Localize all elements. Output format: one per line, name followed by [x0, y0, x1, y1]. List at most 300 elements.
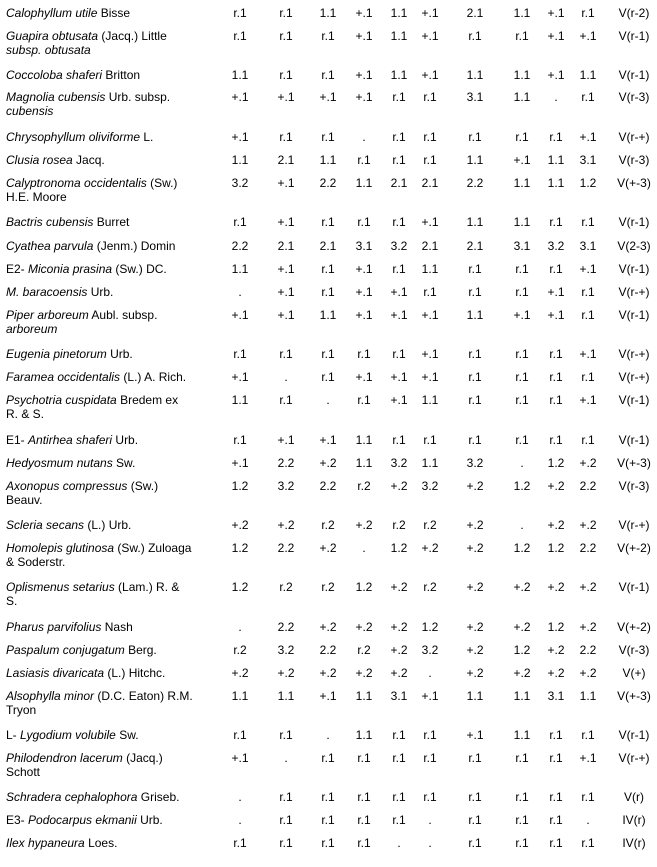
cover-cell: .	[362, 130, 366, 144]
cover-cell: 3.1	[547, 689, 565, 703]
cover-cell: r.1	[279, 29, 293, 43]
species-name	[6, 308, 211, 336]
cover-cell: +.2	[579, 666, 597, 680]
cover-cell: r.1	[549, 370, 563, 384]
cover-cell: r.1	[392, 433, 406, 447]
cover-cell: 1.1	[466, 68, 484, 82]
species-author: Urb. subsp.	[105, 90, 171, 104]
species-name	[6, 689, 211, 717]
cover-cell: 1.2	[513, 643, 531, 657]
cover-cell: .	[238, 813, 242, 827]
stratum-prefix: L-	[6, 728, 21, 742]
species-binomial: Scleria secans	[6, 518, 85, 532]
cover-cell: 1.2	[513, 479, 531, 493]
cover-cell: +.1	[579, 29, 597, 43]
cover-cell: 2.1	[466, 239, 484, 253]
cover-cell: 2.1	[466, 6, 484, 20]
cover-cell: 1.1	[513, 68, 531, 82]
cover-cell: 1.1	[513, 176, 531, 190]
cover-cell: 1.1	[231, 68, 249, 82]
cover-cell: r.1	[392, 813, 406, 827]
cover-cell: +.1	[421, 347, 439, 361]
species-name	[6, 666, 211, 680]
constancy-cell: V(r-3)	[618, 479, 650, 493]
cover-cell: .	[397, 836, 401, 850]
cover-cell: r.1	[581, 836, 595, 850]
species-author-cont: Tryon	[6, 703, 37, 717]
cover-cell: +.1	[390, 308, 408, 322]
constancy-cell: V(r-+)	[618, 285, 650, 299]
species-binomial: Oplismenus setarius	[6, 580, 115, 594]
species-binomial: Hedyosmum nutans	[6, 456, 113, 470]
cover-cell: +.1	[421, 215, 439, 229]
species-binomial: Miconia prasina	[28, 262, 113, 276]
constancy-cell: V(r-+)	[618, 347, 650, 361]
cover-cell: 2.1	[277, 239, 295, 253]
cover-cell: r.1	[549, 728, 563, 742]
species-binomial: Coccoloba shaferi	[6, 68, 103, 82]
cover-cell: +.1	[319, 433, 337, 447]
species-name	[6, 790, 211, 804]
cover-cell: r.1	[515, 285, 529, 299]
cover-cell: +.1	[390, 285, 408, 299]
species-binomial: M. baracoensis	[6, 285, 88, 299]
cover-cell: 1.1	[421, 393, 439, 407]
cover-cell: 1.1	[231, 393, 249, 407]
cover-cell: r.1	[279, 728, 293, 742]
cover-cell: r.1	[581, 433, 595, 447]
cover-cell: +.2	[466, 580, 484, 594]
cover-cell: .	[520, 518, 524, 532]
species-name	[6, 29, 211, 57]
cover-cell: 1.1	[579, 68, 597, 82]
species-name	[6, 90, 211, 118]
species-author: Urb.	[136, 813, 163, 827]
cover-cell: r.1	[468, 347, 482, 361]
species-name	[6, 518, 211, 532]
species-binomial-cont: arboreum	[6, 322, 58, 336]
constancy-cell: V(r-1)	[618, 262, 650, 276]
species-name	[6, 176, 211, 204]
cover-cell: 1.1	[466, 153, 484, 167]
cover-cell: r.1	[233, 29, 247, 43]
cover-cell: +.2	[579, 620, 597, 634]
cover-cell: +.1	[231, 370, 249, 384]
species-name	[6, 347, 211, 361]
cover-cell: +.2	[547, 666, 565, 680]
cover-cell: r.1	[423, 790, 437, 804]
cover-cell: 2.1	[421, 239, 439, 253]
cover-cell: r.1	[549, 751, 563, 765]
cover-cell: +.1	[547, 285, 565, 299]
cover-cell: 1.2	[390, 541, 408, 555]
species-author-cont: H.E. Moore	[6, 190, 67, 204]
cover-cell: r.1	[468, 751, 482, 765]
cover-cell: 2.2	[579, 643, 597, 657]
cover-cell: r.1	[233, 433, 247, 447]
species-name	[6, 433, 211, 447]
cover-cell: r.1	[468, 790, 482, 804]
cover-cell: r.1	[279, 813, 293, 827]
species-binomial: Eugenia pinetorum	[6, 347, 107, 361]
cover-cell: +.1	[231, 308, 249, 322]
cover-cell: r.1	[468, 285, 482, 299]
cover-cell: r.1	[423, 153, 437, 167]
cover-cell: r.1	[549, 393, 563, 407]
cover-cell: .	[554, 90, 558, 104]
cover-cell: 1.1	[390, 29, 408, 43]
species-author: Urb.	[112, 433, 139, 447]
cover-cell: +.1	[421, 68, 439, 82]
cover-cell: +.1	[355, 262, 373, 276]
cover-cell: 1.1	[513, 6, 531, 20]
species-binomial: Podocarpus ekmanii	[28, 813, 137, 827]
cover-cell: +.1	[390, 393, 408, 407]
cover-cell: +.1	[421, 689, 439, 703]
constancy-cell: V(r-1)	[618, 29, 650, 43]
species-author-cont: Beauv.	[6, 493, 43, 507]
cover-cell: r.1	[423, 728, 437, 742]
species-name	[6, 728, 211, 742]
cover-cell: r.1	[581, 790, 595, 804]
cover-cell: r.1	[279, 393, 293, 407]
cover-cell: 3.1	[579, 153, 597, 167]
cover-cell: .	[520, 456, 524, 470]
species-author: Griseb.	[137, 790, 180, 804]
cover-cell: 2.1	[421, 176, 439, 190]
cover-cell: +.1	[277, 176, 295, 190]
cover-cell: r.1	[549, 790, 563, 804]
cover-cell: +.1	[421, 6, 439, 20]
cover-cell: r.1	[423, 433, 437, 447]
cover-cell: r.1	[392, 790, 406, 804]
species-name	[6, 393, 211, 421]
cover-cell: 1.1	[355, 728, 373, 742]
cover-cell: .	[586, 813, 590, 827]
cover-cell: 1.1	[466, 308, 484, 322]
cover-cell: 2.2	[579, 541, 597, 555]
cover-cell: r.1	[581, 728, 595, 742]
cover-cell: 1.1	[390, 6, 408, 20]
cover-cell: 1.2	[513, 541, 531, 555]
cover-cell: +.1	[231, 90, 249, 104]
cover-cell: 1.1	[579, 689, 597, 703]
cover-cell: r.1	[392, 347, 406, 361]
cover-cell: +.2	[466, 643, 484, 657]
species-name	[6, 239, 211, 253]
cover-cell: 1.1	[421, 262, 439, 276]
cover-cell: 1.1	[513, 728, 531, 742]
cover-cell: r.1	[321, 836, 335, 850]
species-name	[6, 836, 211, 850]
cover-cell: +.2	[355, 620, 373, 634]
species-author: (Sw.) Zuloaga	[114, 541, 192, 555]
species-binomial: Philodendron lacerum	[6, 751, 123, 765]
cover-cell: r.1	[279, 6, 293, 20]
species-name	[6, 580, 211, 608]
cover-cell: 1.1	[319, 308, 337, 322]
species-author: (L.) Urb.	[84, 518, 132, 532]
cover-cell: 1.2	[547, 620, 565, 634]
cover-cell: 1.1	[390, 68, 408, 82]
constancy-cell: IV(r)	[622, 813, 646, 827]
cover-cell: r.2	[423, 580, 437, 594]
species-binomial: Calophyllum utile	[6, 6, 98, 20]
cover-cell: +.2	[390, 620, 408, 634]
cover-cell: r.1	[392, 153, 406, 167]
species-binomial: Pharus parvifolius	[6, 620, 102, 634]
species-binomial: Alsophylla minor	[6, 689, 95, 703]
cover-cell: .	[326, 728, 330, 742]
cover-cell: +.1	[355, 68, 373, 82]
cover-cell: r.1	[392, 130, 406, 144]
cover-cell: r.1	[392, 215, 406, 229]
cover-cell: r.1	[233, 836, 247, 850]
cover-cell: 1.1	[513, 689, 531, 703]
cover-cell: r.1	[357, 347, 371, 361]
cover-cell: r.1	[321, 68, 335, 82]
cover-cell: .	[326, 393, 330, 407]
species-author: (Jacq.)	[122, 751, 163, 765]
cover-cell: r.2	[392, 518, 406, 532]
species-author: (D.C. Eaton) R.M.	[94, 689, 193, 703]
cover-cell: +.1	[319, 689, 337, 703]
cover-cell: r.1	[279, 836, 293, 850]
cover-cell: 1.2	[547, 456, 565, 470]
cover-cell: +.1	[421, 370, 439, 384]
cover-cell: 3.1	[513, 239, 531, 253]
cover-cell: 3.2	[421, 643, 439, 657]
cover-cell: +.2	[355, 518, 373, 532]
cover-cell: +.1	[277, 90, 295, 104]
cover-cell: r.1	[515, 130, 529, 144]
species-author: Bredem ex	[116, 393, 179, 407]
cover-cell: r.1	[321, 285, 335, 299]
cover-cell: r.1	[321, 262, 335, 276]
cover-cell: +.2	[579, 456, 597, 470]
cover-cell: 1.1	[355, 433, 373, 447]
species-binomial: Paspalum conjugatum	[6, 643, 125, 657]
species-author: L.	[140, 130, 154, 144]
cover-cell: 3.2	[421, 479, 439, 493]
species-author: (Jenm.) Domin	[93, 239, 176, 253]
cover-cell: r.1	[515, 790, 529, 804]
cover-cell: r.1	[549, 433, 563, 447]
cover-cell: 1.1	[421, 456, 439, 470]
cover-cell: 3.2	[277, 479, 295, 493]
cover-cell: r.1	[515, 433, 529, 447]
species-author: (Jacq.) Little	[98, 29, 167, 43]
cover-cell: 1.1	[319, 6, 337, 20]
species-binomial: Axonopus compressus	[6, 479, 128, 493]
cover-cell: +.1	[547, 6, 565, 20]
cover-cell: r.1	[357, 393, 371, 407]
cover-cell: +.2	[319, 620, 337, 634]
cover-cell: +.2	[277, 518, 295, 532]
cover-cell: r.1	[357, 153, 371, 167]
cover-cell: r.1	[515, 393, 529, 407]
constancy-cell: V(r-+)	[618, 370, 650, 384]
cover-cell: +.1	[513, 153, 531, 167]
cover-cell: .	[428, 666, 432, 680]
cover-cell: .	[284, 751, 288, 765]
species-binomial-cont: cubensis	[6, 104, 54, 118]
constancy-cell: V(r-1)	[618, 215, 650, 229]
cover-cell: 1.2	[421, 620, 439, 634]
cover-cell: r.1	[581, 6, 595, 20]
cover-cell: 1.1	[231, 689, 249, 703]
cover-cell: r.1	[515, 813, 529, 827]
cover-cell: +.1	[513, 308, 531, 322]
cover-cell: r.1	[581, 90, 595, 104]
cover-cell: +.2	[466, 518, 484, 532]
cover-cell: .	[238, 790, 242, 804]
cover-cell: r.1	[357, 813, 371, 827]
cover-cell: +.2	[319, 541, 337, 555]
cover-cell: r.1	[581, 308, 595, 322]
cover-cell: 3.2	[277, 643, 295, 657]
cover-cell: r.1	[279, 347, 293, 361]
cover-cell: 2.2	[319, 176, 337, 190]
constancy-cell: V(r-3)	[618, 90, 650, 104]
species-author: Aubl. subsp.	[88, 308, 158, 322]
cover-cell: .	[428, 813, 432, 827]
cover-cell: +.2	[421, 541, 439, 555]
cover-cell: r.1	[468, 130, 482, 144]
cover-cell: +.2	[277, 666, 295, 680]
cover-cell: +.1	[277, 308, 295, 322]
cover-cell: r.1	[357, 751, 371, 765]
cover-cell: +.2	[319, 456, 337, 470]
species-author: Nash	[101, 620, 133, 634]
cover-cell: +.1	[579, 130, 597, 144]
cover-cell: r.1	[423, 751, 437, 765]
species-author: Urb.	[87, 285, 114, 299]
constancy-cell: IV(r)	[622, 836, 646, 850]
species-author-cont: R. & S.	[6, 407, 45, 421]
cover-cell: r.1	[468, 836, 482, 850]
cover-cell: r.1	[468, 262, 482, 276]
cover-cell: 1.2	[547, 541, 565, 555]
species-name	[6, 262, 211, 276]
cover-cell: +.1	[355, 285, 373, 299]
cover-cell: +.1	[355, 90, 373, 104]
species-author: Burret	[93, 215, 130, 229]
cover-cell: r.2	[423, 518, 437, 532]
species-binomial: Clusia rosea	[6, 153, 73, 167]
cover-cell: r.1	[581, 215, 595, 229]
constancy-cell: V(r-1)	[618, 308, 650, 322]
species-binomial-cont: subsp. obtusata	[6, 43, 91, 57]
cover-cell: +.1	[579, 751, 597, 765]
cover-cell: +.1	[355, 29, 373, 43]
species-author: Bisse	[97, 6, 131, 20]
cover-cell: r.1	[423, 130, 437, 144]
cover-cell: 2.2	[277, 456, 295, 470]
cover-cell: +.2	[579, 580, 597, 594]
species-author: Britton	[102, 68, 141, 82]
cover-cell: 2.2	[579, 479, 597, 493]
species-name	[6, 153, 211, 167]
species-binomial: Cyathea parvula	[6, 239, 94, 253]
constancy-cell: V(r-+)	[618, 130, 650, 144]
species-binomial: Guapira obtusata	[6, 29, 99, 43]
constancy-cell: V(r-+)	[618, 751, 650, 765]
cover-cell: r.1	[549, 130, 563, 144]
cover-cell: +.2	[513, 580, 531, 594]
cover-cell: +.1	[319, 90, 337, 104]
species-binomial: Faramea occidentalis	[6, 370, 121, 384]
cover-cell: +.1	[421, 29, 439, 43]
species-binomial: Bactris cubensis	[6, 215, 94, 229]
species-author: (Sw.) DC.	[112, 262, 167, 276]
cover-cell: r.2	[357, 643, 371, 657]
constancy-cell: V(+-2)	[617, 541, 651, 555]
cover-cell: 2.2	[466, 176, 484, 190]
cover-cell: 1.1	[466, 689, 484, 703]
cover-cell: 2.2	[231, 239, 249, 253]
species-binomial: Chrysophyllum oliviforme	[6, 130, 141, 144]
cover-cell: 3.1	[390, 689, 408, 703]
cover-cell: r.2	[233, 643, 247, 657]
cover-cell: 1.2	[231, 479, 249, 493]
cover-cell: .	[238, 285, 242, 299]
cover-cell: r.1	[423, 90, 437, 104]
cover-cell: r.1	[321, 215, 335, 229]
cover-cell: 3.2	[390, 456, 408, 470]
cover-cell: 3.1	[466, 90, 484, 104]
cover-cell: +.2	[547, 518, 565, 532]
cover-cell: 3.2	[231, 176, 249, 190]
cover-cell: 1.1	[513, 90, 531, 104]
species-binomial: Ilex hypaneura	[6, 836, 85, 850]
cover-cell: 2.2	[277, 620, 295, 634]
cover-cell: +.1	[579, 347, 597, 361]
cover-cell: +.1	[231, 751, 249, 765]
cover-cell: r.1	[233, 728, 247, 742]
cover-cell: +.1	[277, 262, 295, 276]
cover-cell: r.1	[321, 790, 335, 804]
constancy-cell: V(+)	[622, 666, 646, 680]
cover-cell: +.1	[277, 285, 295, 299]
cover-cell: .	[284, 370, 288, 384]
species-binomial: Lasiasis divaricata	[6, 666, 105, 680]
cover-cell: r.1	[468, 393, 482, 407]
cover-cell: +.2	[390, 666, 408, 680]
cover-cell: r.1	[581, 285, 595, 299]
cover-cell: r.1	[515, 751, 529, 765]
cover-cell: r.1	[549, 347, 563, 361]
cover-cell: +.1	[579, 393, 597, 407]
stratum-prefix: E2-	[6, 262, 29, 276]
species-name	[6, 130, 211, 144]
cover-cell: 3.2	[547, 239, 565, 253]
species-name	[6, 285, 211, 299]
species-name	[6, 813, 211, 827]
cover-cell: 1.1	[466, 215, 484, 229]
cover-cell: r.1	[233, 6, 247, 20]
cover-cell: +.1	[231, 456, 249, 470]
species-author: Urb.	[106, 347, 133, 361]
cover-cell: 1.1	[319, 153, 337, 167]
constancy-cell: V(+-3)	[617, 689, 651, 703]
cover-cell: r.1	[515, 262, 529, 276]
cover-cell: 3.2	[390, 239, 408, 253]
constancy-cell: V(2-3)	[617, 239, 651, 253]
species-author: (Lam.) R. &	[114, 580, 180, 594]
species-binomial: Homolepis glutinosa	[6, 541, 115, 555]
cover-cell: .	[362, 541, 366, 555]
